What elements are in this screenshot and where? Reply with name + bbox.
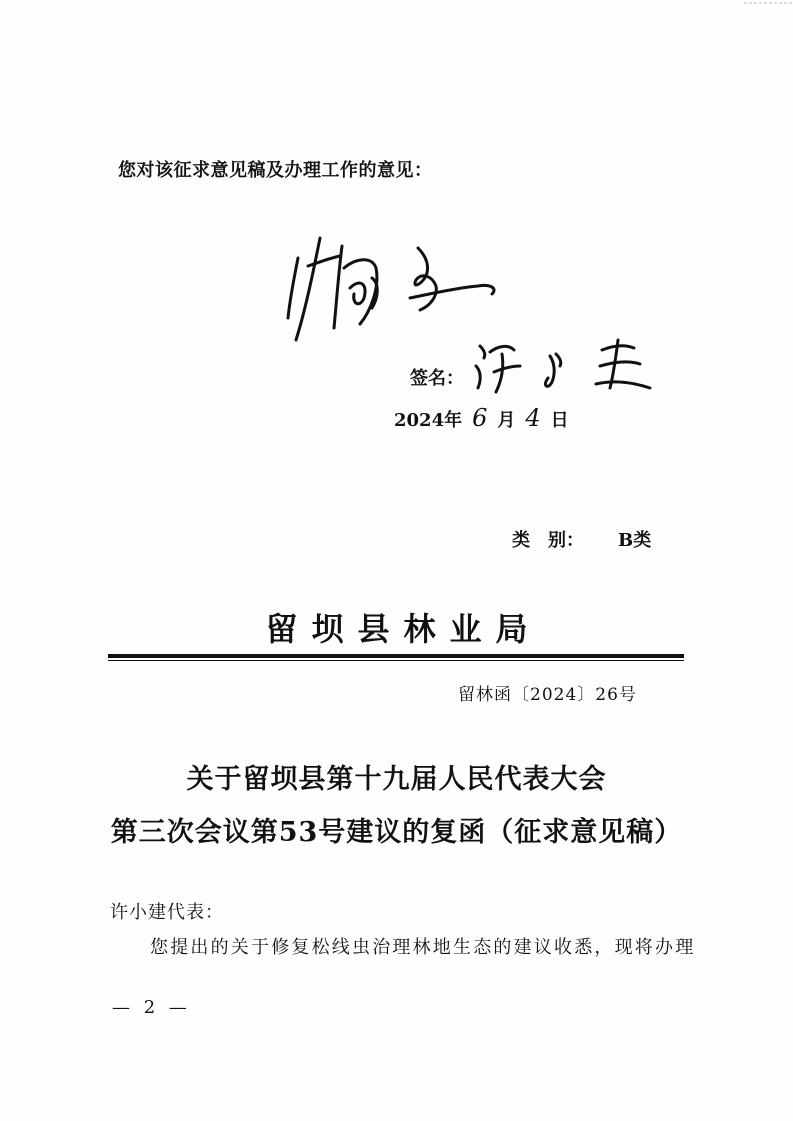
category-label: 类 别： (512, 530, 584, 551)
document-title-line-2: 第三次会议第53号建议的复函（征求意见稿） (110, 817, 683, 848)
document-title-line-1: 关于留坝县第十九届人民代表大会 (186, 764, 607, 795)
date-year: 2024年 (394, 410, 463, 431)
category-value: B类 (618, 530, 652, 551)
handwritten-approval-signature (280, 228, 510, 348)
scan-edge-mark (744, 0, 793, 6)
letterhead-agency: 留坝县林业局 (265, 610, 542, 648)
date-month-handwritten: 6 (472, 404, 488, 432)
page-number: — 2 — (112, 997, 191, 1018)
body-paragraph: 您提出的关于修复松线虫治理林地生态的建议收悉，现将办理 (150, 937, 696, 958)
document-number: 留林函〔2024〕26号 (458, 685, 637, 705)
signature-label: 签名： (410, 368, 464, 389)
date-day-unit: 日 (550, 410, 569, 431)
date-month-unit: 月 (497, 410, 516, 431)
letterhead-divider (108, 654, 684, 658)
signature-date (394, 404, 569, 432)
category-line (512, 526, 651, 552)
letterhead-divider-thin (108, 660, 684, 661)
handwritten-name-signature (468, 336, 658, 396)
date-day-handwritten: 4 (525, 404, 541, 432)
salutation: 许小建代表： (110, 902, 224, 923)
feedback-label: 您对该征求意见稿及办理工作的意见： (118, 160, 433, 181)
